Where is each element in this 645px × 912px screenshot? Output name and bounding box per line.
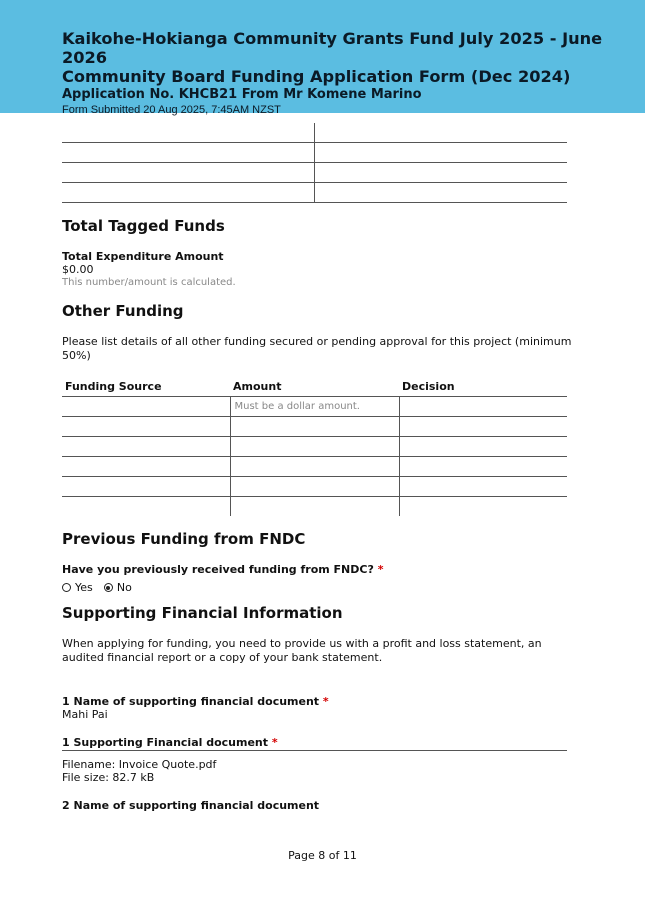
form-title-line2: Community Board Funding Application Form (Dec 2024) xyxy=(62,67,571,86)
total-expenditure-label: Total Expenditure Amount xyxy=(62,250,224,263)
decision-cell[interactable] xyxy=(399,417,567,437)
table-row xyxy=(62,497,567,517)
other-funding-description: Please list details of all other funding secured or pending approval for this project (minimum 50%) xyxy=(62,335,572,362)
amount-cell[interactable] xyxy=(230,417,399,437)
radio-selected-icon[interactable] xyxy=(104,583,113,592)
other-funding-heading: Other Funding xyxy=(62,302,184,320)
doc1-file-label-text: 1 Supporting Financial document xyxy=(62,736,269,749)
amount-cell[interactable] xyxy=(230,437,399,457)
previous-funding-question xyxy=(62,563,383,577)
doc1-filesize: File size: 82.7 kB xyxy=(62,771,155,784)
doc1-filename[interactable]: Filename: Invoice Quote.pdf xyxy=(62,758,217,771)
supporting-financial-heading: Supporting Financial Information xyxy=(62,604,343,622)
table-row xyxy=(62,397,567,417)
application-number: Application No. KHCB21 From Mr Komene Marino xyxy=(62,87,422,102)
form-title-line1: Kaikohe-Hokianga Community Grants Fund July 2025 - June 2026 xyxy=(62,29,603,67)
total-expenditure-value: $0.00 xyxy=(62,263,94,276)
table-cell xyxy=(62,143,314,163)
radio-yes-label: Yes xyxy=(75,581,93,594)
radio-yes[interactable] xyxy=(62,581,93,594)
table-cell xyxy=(62,123,314,143)
column-header-amount: Amount xyxy=(233,380,282,393)
doc2-name-label: 2 Name of supporting financial document xyxy=(62,799,320,812)
table-cell xyxy=(314,123,567,143)
decision-cell[interactable] xyxy=(399,437,567,457)
funding-source-cell[interactable] xyxy=(62,457,230,477)
funding-source-cell[interactable] xyxy=(62,497,230,517)
decision-cell[interactable] xyxy=(399,497,567,517)
table-cell xyxy=(314,143,567,163)
amount-cell[interactable] xyxy=(230,457,399,477)
form-header xyxy=(0,0,645,116)
funding-source-cell[interactable] xyxy=(62,397,230,417)
divider xyxy=(62,750,567,751)
decision-cell[interactable] xyxy=(399,457,567,477)
question-text: Have you previously received funding from FNDC? xyxy=(62,563,374,576)
funding-source-cell[interactable] xyxy=(62,437,230,457)
required-marker: * xyxy=(377,563,384,576)
funding-source-cell[interactable] xyxy=(62,417,230,437)
doc1-file-label xyxy=(62,736,278,750)
previous-funding-radio-group xyxy=(62,577,138,596)
calculated-hint: This number/amount is calculated. xyxy=(62,277,236,288)
table-cell xyxy=(314,183,567,203)
doc1-name-label xyxy=(62,695,329,709)
amount-cell[interactable] xyxy=(230,477,399,497)
table-row xyxy=(62,163,567,183)
table-row xyxy=(62,183,567,203)
column-header-funding-source: Funding Source xyxy=(65,380,162,393)
amount-cell[interactable] xyxy=(230,497,399,517)
table-cell xyxy=(62,183,314,203)
table-row xyxy=(62,417,567,437)
previous-funding-heading: Previous Funding from FNDC xyxy=(62,530,306,548)
page-number: Page 8 of 11 xyxy=(288,849,357,862)
required-marker: * xyxy=(322,695,329,708)
decision-cell[interactable] xyxy=(399,477,567,497)
submitted-timestamp: Form Submitted 20 Aug 2025, 7:45AM NZST xyxy=(62,104,281,116)
amount-cell[interactable]: Must be a dollar amount. xyxy=(230,397,399,417)
table-row xyxy=(62,123,567,143)
table-row xyxy=(62,477,567,497)
table-row xyxy=(62,437,567,457)
expenditure-table-continuation xyxy=(62,123,567,203)
radio-no[interactable] xyxy=(104,581,132,594)
table-row xyxy=(62,457,567,477)
column-header-decision: Decision xyxy=(402,380,455,393)
table-cell xyxy=(62,163,314,183)
table-cell xyxy=(314,163,567,183)
funding-source-cell[interactable] xyxy=(62,477,230,497)
supporting-financial-description: When applying for funding, you need to provide us with a profit and loss statement, an audited financial report or a copy of your bank statement. xyxy=(62,637,542,664)
required-marker: * xyxy=(271,736,278,749)
doc1-name-value: Mahi Pai xyxy=(62,708,108,721)
doc1-name-label-text: 1 Name of supporting financial document xyxy=(62,695,320,708)
radio-circle-icon[interactable] xyxy=(62,583,71,592)
decision-cell[interactable] xyxy=(399,397,567,417)
other-funding-table xyxy=(62,396,567,516)
total-tagged-funds-heading: Total Tagged Funds xyxy=(62,217,225,235)
table-row xyxy=(62,143,567,163)
radio-no-label: No xyxy=(116,581,132,594)
